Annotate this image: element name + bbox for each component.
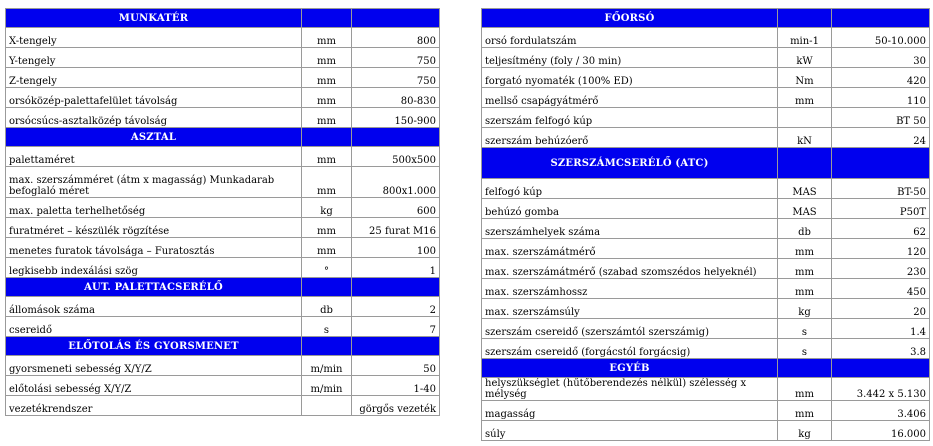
row-label: felfogó kúp (482, 179, 778, 199)
row-value: 500x500 (352, 147, 440, 167)
table-row (482, 401, 930, 421)
row-value: 2 (352, 297, 440, 317)
row-value: 7 (352, 317, 440, 337)
table-row (6, 297, 440, 317)
section-title: AUT. PALETTACSERÉLŐ (6, 278, 302, 297)
table-row (482, 319, 930, 339)
row-label: menetes furatok távolsága – Furatosztás (6, 238, 302, 258)
table-row (482, 179, 930, 199)
row-label: magasság (482, 401, 778, 421)
row-value: 1.4 (832, 319, 930, 339)
row-value: 20 (832, 299, 930, 319)
section-header-row (6, 128, 440, 147)
row-unit: mm (778, 259, 832, 279)
section-header-row (482, 359, 930, 378)
table-row (482, 259, 930, 279)
row-label: legkisebb indexálási szög (6, 258, 302, 278)
row-unit: db (778, 219, 832, 239)
row-value: 80-830 (352, 88, 440, 108)
row-value: P50T (832, 199, 930, 219)
table-row (6, 396, 440, 416)
section-header-row (6, 337, 440, 356)
table-row (482, 378, 930, 401)
row-unit: kW (778, 48, 832, 68)
row-value: 50 (352, 356, 440, 376)
table-row (6, 198, 440, 218)
row-label: szerszám behúzóerő (482, 128, 778, 148)
row-label: előtolási sebesség X/Y/Z (6, 376, 302, 396)
row-unit: s (302, 317, 352, 337)
table-row (482, 68, 930, 88)
table-row (482, 88, 930, 108)
row-unit: mm (302, 218, 352, 238)
row-unit: MAS (778, 199, 832, 219)
row-label: max. szerszámátmérő (482, 239, 778, 259)
row-label: Y-tengely (6, 48, 302, 68)
row-label: súly (482, 421, 778, 441)
row-value: 62 (832, 219, 930, 239)
table-row (482, 128, 930, 148)
row-label: behúzó gomba (482, 199, 778, 219)
row-unit: mm (778, 279, 832, 299)
row-value: 50-10.000 (832, 28, 930, 48)
row-label: orsóközép-palettafelület távolság (6, 88, 302, 108)
row-unit: MAS (778, 179, 832, 199)
row-unit: Nm (778, 68, 832, 88)
table-row (6, 317, 440, 337)
table-row (6, 147, 440, 167)
row-label: forgató nyomaték (100% ED) (482, 68, 778, 88)
row-value: 25 furat M16 (352, 218, 440, 238)
row-unit: mm (778, 239, 832, 259)
table-row (6, 68, 440, 88)
row-value: 100 (352, 238, 440, 258)
table-row (6, 356, 440, 376)
table-row (482, 108, 930, 128)
row-label: csereidő (6, 317, 302, 337)
row-unit (302, 396, 352, 416)
right-spec-table (481, 8, 930, 441)
row-value: 110 (832, 88, 930, 108)
section-title: ELŐTOLÁS ÉS GYORSMENET (6, 337, 302, 356)
row-label: gyorsmeneti sebesség X/Y/Z (6, 356, 302, 376)
row-unit: mm (302, 68, 352, 88)
table-row (6, 108, 440, 128)
table-row (482, 219, 930, 239)
table-row (6, 48, 440, 68)
row-unit: s (778, 339, 832, 359)
section-title: FŐORSÓ (482, 9, 778, 28)
row-value: 150-900 (352, 108, 440, 128)
row-value: 1 (352, 258, 440, 278)
row-unit: mm (302, 48, 352, 68)
row-unit: m/min (302, 376, 352, 396)
row-label: helyszükséglet (hűtőberendezés nélkül) szélesség x mélység (482, 378, 778, 401)
row-value: 120 (832, 239, 930, 259)
row-value: 800 (352, 28, 440, 48)
row-value: 1-40 (352, 376, 440, 396)
table-row (6, 376, 440, 396)
section-header-row (6, 9, 440, 28)
row-label: szerszám csereidő (forgácstól forgácsig) (482, 339, 778, 359)
row-unit: s (778, 319, 832, 339)
row-value: 600 (352, 198, 440, 218)
row-value: 3.406 (832, 401, 930, 421)
section-header-row (6, 278, 440, 297)
row-label: max. szerszámméret (átm x magasság) Munkadarab befoglaló méret (6, 167, 302, 198)
row-unit: mm (302, 108, 352, 128)
section-title: MUNKATÉR (6, 9, 302, 28)
row-unit: mm (778, 378, 832, 401)
left-spec-table (5, 8, 440, 416)
row-value: BT-50 (832, 179, 930, 199)
row-label: mellső csapágyátmérő (482, 88, 778, 108)
table-row (6, 258, 440, 278)
row-value: 30 (832, 48, 930, 68)
row-unit: kg (302, 198, 352, 218)
row-unit: kg (778, 421, 832, 441)
row-value: 3.8 (832, 339, 930, 359)
row-unit: kg (778, 299, 832, 319)
row-value: görgős vezeték (352, 396, 440, 416)
row-label: X-tengely (6, 28, 302, 48)
table-row (482, 199, 930, 219)
row-label: max. szerszámátmérő (szabad szomszédos helyeknél) (482, 259, 778, 279)
row-unit: min-1 (778, 28, 832, 48)
row-value: 750 (352, 48, 440, 68)
row-label: max. paletta terhelhetőség (6, 198, 302, 218)
table-row (6, 88, 440, 108)
row-value: 750 (352, 68, 440, 88)
row-label: szerszámhelyek száma (482, 219, 778, 239)
table-row (482, 48, 930, 68)
row-unit: mm (302, 28, 352, 48)
row-label: max. szerszámsúly (482, 299, 778, 319)
row-value: 230 (832, 259, 930, 279)
row-unit: mm (778, 401, 832, 421)
row-label: Z-tengely (6, 68, 302, 88)
section-title: SZERSZÁMCSERÉLŐ (ATC) (482, 148, 778, 179)
row-unit: mm (302, 167, 352, 198)
row-unit: mm (778, 88, 832, 108)
row-label: vezetékrendszer (6, 396, 302, 416)
section-header-row (482, 9, 930, 28)
row-value: 16.000 (832, 421, 930, 441)
row-label: állomások száma (6, 297, 302, 317)
row-unit: kN (778, 128, 832, 148)
table-row (482, 299, 930, 319)
table-row (6, 167, 440, 198)
row-label: szerszám csereidő (szerszámtól szerszámig) (482, 319, 778, 339)
section-title: ASZTAL (6, 128, 302, 147)
row-unit: mm (302, 147, 352, 167)
row-label: orsócsúcs-asztalközép távolság (6, 108, 302, 128)
row-value: BT 50 (832, 108, 930, 128)
section-header-row (482, 148, 930, 179)
section-title: EGYÉB (482, 359, 778, 378)
row-value: 420 (832, 68, 930, 88)
row-label: szerszám felfogó kúp (482, 108, 778, 128)
table-row (6, 28, 440, 48)
row-label: orsó fordulatszám (482, 28, 778, 48)
row-value: 450 (832, 279, 930, 299)
table-row (482, 239, 930, 259)
row-unit: ° (302, 258, 352, 278)
table-row (482, 279, 930, 299)
row-value: 24 (832, 128, 930, 148)
row-value: 3.442 x 5.130 (832, 378, 930, 401)
row-unit: mm (302, 88, 352, 108)
table-row (6, 218, 440, 238)
table-row (6, 238, 440, 258)
row-unit: m/min (302, 356, 352, 376)
table-row (482, 421, 930, 441)
row-value: 800x1.000 (352, 167, 440, 198)
row-unit: mm (302, 238, 352, 258)
row-unit (778, 108, 832, 128)
row-unit: db (302, 297, 352, 317)
table-row (482, 28, 930, 48)
row-label: palettaméret (6, 147, 302, 167)
row-label: max. szerszámhossz (482, 279, 778, 299)
row-label: teljesítmény (foly / 30 min) (482, 48, 778, 68)
table-row (482, 339, 930, 359)
row-label: furatméret – készülék rögzítése (6, 218, 302, 238)
